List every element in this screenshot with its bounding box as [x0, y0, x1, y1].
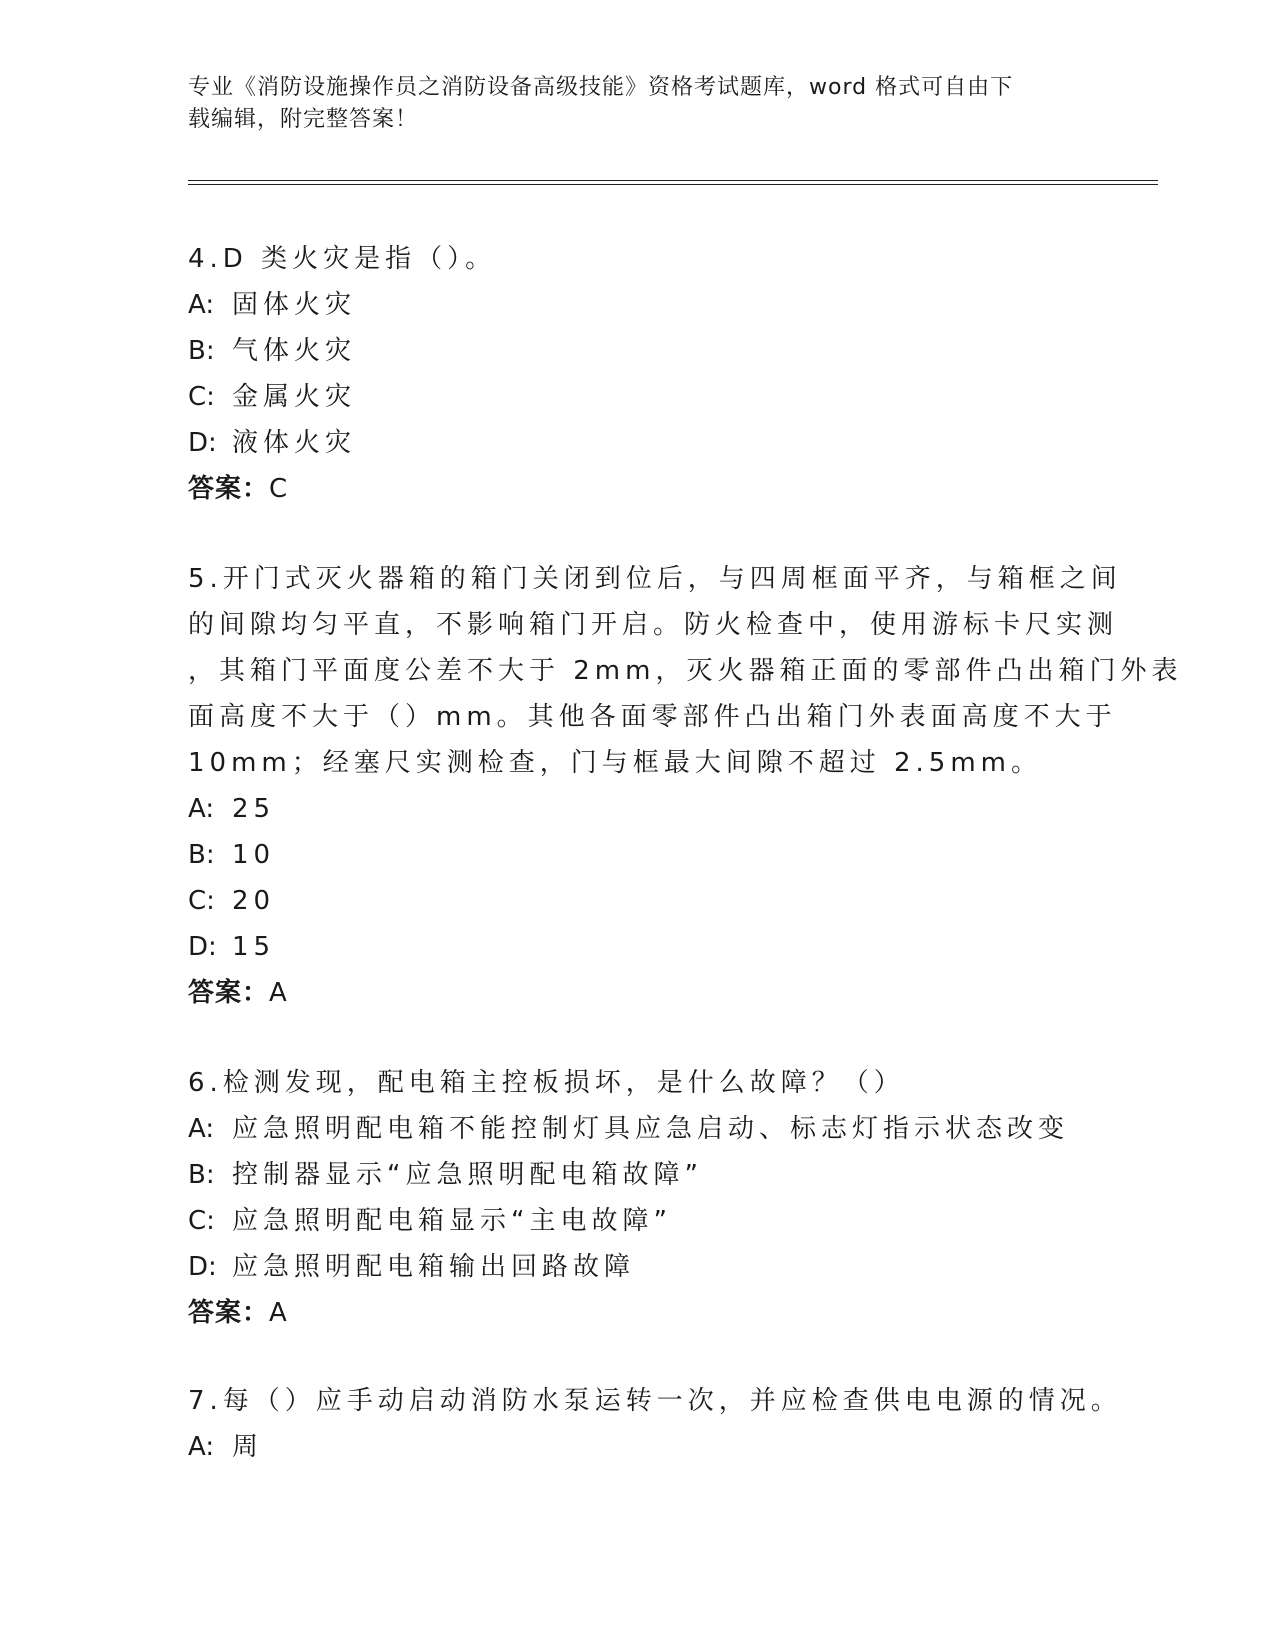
answer-value: C	[269, 474, 289, 504]
question-stem-line-2: 的间隙均匀平直，不影响箱门开启。防火检查中，使用游标卡尺实测	[188, 610, 1119, 640]
option-a	[188, 282, 1088, 328]
option-text: 固体火灾	[232, 290, 357, 320]
question-6	[188, 1060, 1088, 1336]
answer-label: 答案：	[188, 474, 270, 504]
option-key: B:	[188, 840, 215, 870]
question-stem: 6.检测发现，配电箱主控板损坏，是什么故障？（）	[188, 1068, 905, 1098]
option-key: B:	[188, 336, 215, 366]
option-c	[188, 374, 1088, 420]
header-line-2: 载编辑，附完整答案！	[188, 107, 419, 132]
option-text: 控制器显示“应急照明配电箱故障”	[232, 1160, 703, 1190]
option-a	[188, 1106, 1088, 1152]
option-d	[188, 420, 1088, 466]
option-key: D:	[188, 1252, 217, 1282]
question-stem: 7.每（）应手动启动消防水泵运转一次，并应检查供电电源的情况。	[188, 1386, 1122, 1416]
answer-line	[188, 970, 1088, 1016]
option-key: D:	[188, 428, 217, 458]
header-divider-top	[188, 180, 1158, 181]
question-stem-line-1: 5.开门式灭火器箱的箱门关闭到位后，与四周框面平齐，与箱框之间	[188, 564, 1122, 594]
option-d	[188, 924, 1088, 970]
answer-label: 答案：	[188, 1298, 270, 1328]
option-b	[188, 832, 1088, 878]
option-text: 气体火灾	[232, 336, 357, 366]
answer-value: A	[269, 978, 288, 1008]
question-4	[188, 236, 1088, 512]
option-text: 应急照明配电箱不能控制灯具应急启动、标志灯指示状态改变	[232, 1114, 1070, 1144]
option-text: 25	[232, 794, 276, 824]
answer-label: 答案：	[188, 978, 270, 1008]
option-text: 20	[232, 886, 276, 916]
question-stem-line-5: 10mm；经塞尺实测检查，门与框最大间隙不超过 2.5mm。	[188, 748, 1043, 778]
option-key: A:	[188, 290, 215, 320]
header-line-1: 专业《消防设施操作员之消防设备高级技能》资格考试题库，word 格式可自由下	[188, 75, 1014, 100]
question-stem: 4.D 类火灾是指（）。	[188, 244, 497, 274]
option-a	[188, 786, 1088, 832]
option-key: D:	[188, 932, 217, 962]
option-text: 液体火灾	[232, 428, 357, 458]
option-c	[188, 1198, 1088, 1244]
option-text: 周	[232, 1432, 264, 1462]
option-key: C:	[188, 382, 215, 412]
option-key: A:	[188, 1114, 215, 1144]
option-key: A:	[188, 1432, 215, 1462]
option-key: C:	[188, 1206, 215, 1236]
question-5	[188, 556, 1183, 1016]
option-text: 应急照明配电箱输出回路故障	[232, 1252, 636, 1282]
option-d	[188, 1244, 1088, 1290]
question-stem-line-4: 面高度不大于（）mm。其他各面零部件凸出箱门外表面高度不大于	[188, 702, 1117, 732]
option-b	[188, 1152, 1088, 1198]
option-key: B:	[188, 1160, 215, 1190]
answer-line	[188, 466, 1088, 512]
answer-line	[188, 1290, 1088, 1336]
question-stem-line-3: ，其箱门平面度公差不大于 2mm，灭火器箱正面的零部件凸出箱门外表	[188, 656, 1183, 686]
header-divider-bottom	[188, 184, 1158, 185]
option-key: A:	[188, 794, 215, 824]
option-a	[188, 1424, 1088, 1470]
document-header	[188, 72, 1088, 136]
option-text: 金属火灾	[232, 382, 357, 412]
option-c	[188, 878, 1088, 924]
question-7	[188, 1378, 1122, 1470]
option-b	[188, 328, 1088, 374]
option-text: 15	[232, 932, 276, 962]
option-text: 应急照明配电箱显示“主电故障”	[232, 1206, 672, 1236]
answer-value: A	[269, 1298, 288, 1328]
option-text: 10	[232, 840, 276, 870]
option-key: C:	[188, 886, 215, 916]
